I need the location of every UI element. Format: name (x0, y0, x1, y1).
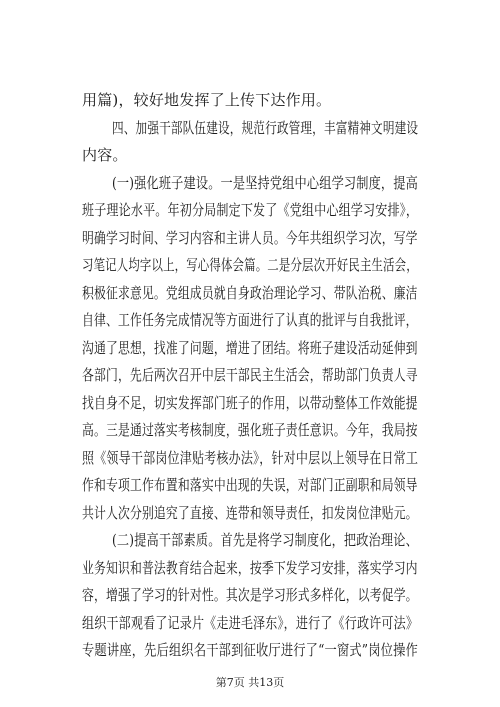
line-text: 组织干部观看了记录片《走进毛泽东》，进行了《行政许可法》 (82, 614, 419, 632)
line-text: 作和专项工作布置和落实中出现的失误，对部门正副职和局领导 (82, 476, 418, 494)
line-text: 各部门，先后两次召开中层干部民主生活会，帮助部门负责人寻 (82, 366, 418, 384)
line-text: 高。三是通过落实考核制度，强化班子责任意识。今年，我局按 (82, 421, 418, 439)
line-text: 沟通了思想，找准了问题，增进了团结。将班子建设活动延伸到 (82, 339, 418, 357)
section-heading-cont: 内容。 (82, 146, 128, 164)
section-heading: 四、加强干部队伍建设，规范行政管理，丰富精神文明建设 (112, 119, 419, 137)
line-text: 积极征求意见。党组成员就自身政治理论学习、带队治税、廉洁 (82, 284, 418, 302)
line-text: 班子理论水平。年初分局制定下发了《党组中心组学习安排》， (82, 201, 419, 219)
line-text: 自律、工作任务完成情况等方面进行了认真的批评与自我批评， (82, 311, 418, 329)
page-number-footer: 第7页 共13页 (215, 676, 285, 689)
line-text: 容，增强了学习的针对性。其次是学习形式多样化，以考促学。 (82, 586, 418, 604)
line-text: 习笔记人均字以上，写心得体会篇。二是分层次开好民主生活会， (82, 256, 418, 274)
line-text: 专题讲座，先后组织名干部到征收厅进行了“一窗式”岗位操作 (82, 641, 418, 659)
line-text: 明确学习时间、学习内容和主讲人员。今年共组织学习次，写学 (82, 229, 418, 247)
line-text: (一)强化班子建设。一是坚持党组中心组学习制度，提高 (112, 174, 418, 192)
line-text: 用篇)，较好地发挥了上传下达作用。 (82, 91, 332, 109)
line-text: 共计人次分别追究了直接、连带和领导责任，扣发岗位津贴元。 (82, 504, 418, 522)
line-text: (二)提高干部素质。首先是将学习制度化，把政治理论、 (112, 531, 418, 549)
line-text: 照《领导干部岗位津贴考核办法》，针对中层以上领导在日常工 (82, 449, 419, 467)
line-text: 找自身不足，切实发挥部门班子的作用，以带动整体工作效能提 (82, 394, 418, 412)
line-text: 业务知识和普法教育结合起来，按季下发学习安排，落实学习内 (82, 559, 418, 577)
